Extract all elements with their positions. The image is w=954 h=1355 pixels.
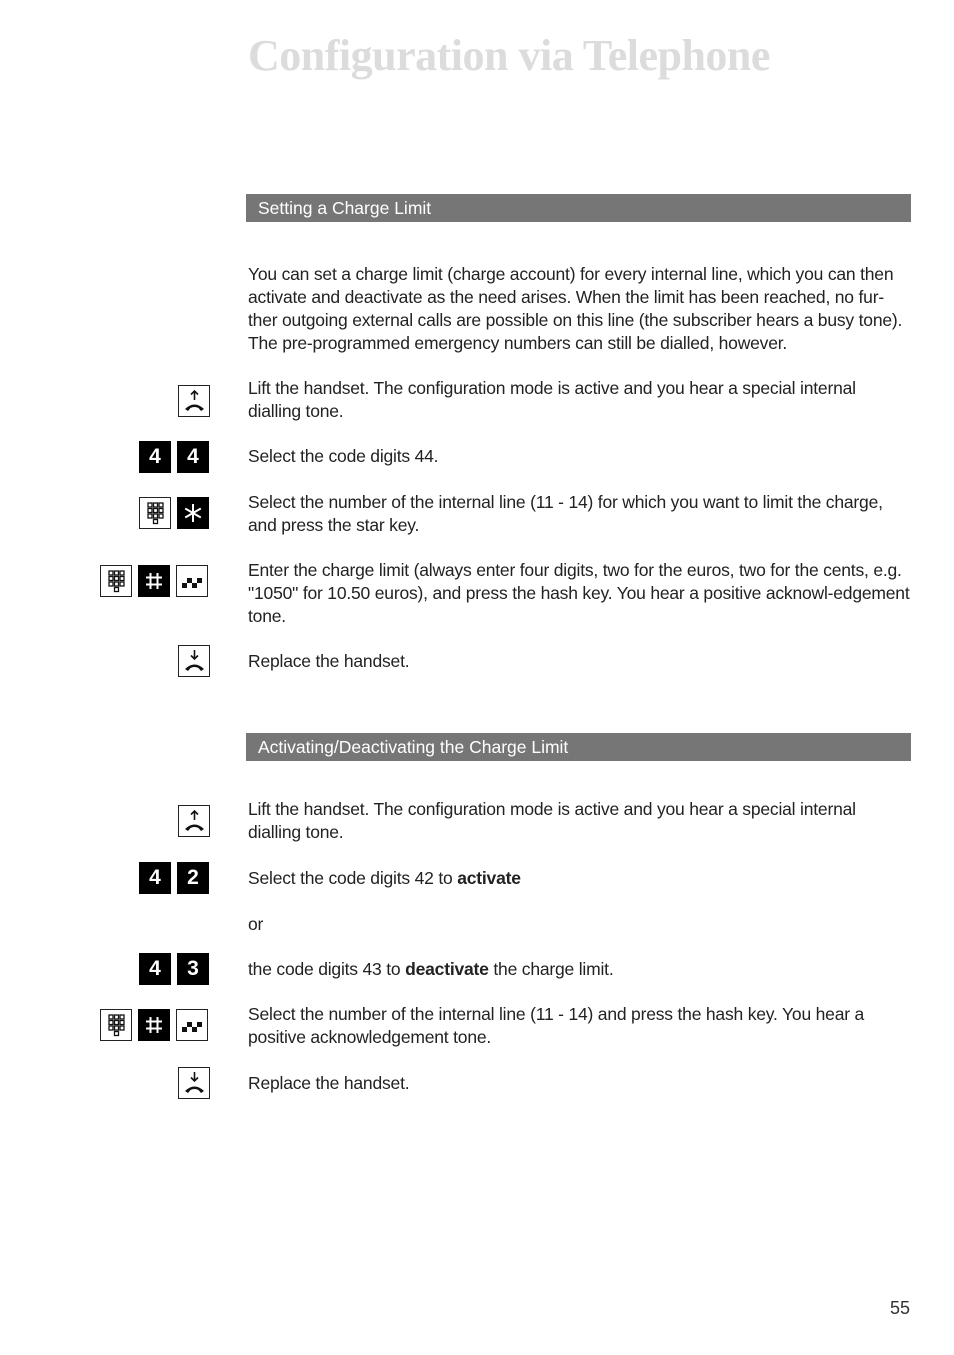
step-text: Replace the handset. — [248, 1073, 410, 1093]
key-4-icon: 4 — [177, 441, 209, 473]
handset-replace-icon — [178, 1067, 210, 1099]
step-text: Select the number of the internal line (11 - 14) for which you want to limit the charge, and press the star key. — [248, 492, 883, 535]
key-4-icon: 4 — [139, 953, 171, 985]
intro-paragraph: You can set a charge limit (charge account) for every internal line, which you can then activate and deactivate as the need arises. When the limit has been reached, no fur-ther outgoing external calls are possible on this line (the subscriber hears a busy tone). The pre-programmed emergency numbers can still be dialled, however. — [248, 264, 903, 353]
step-text: Lift the handset. The configuration mode is active and you hear a special internal dialling tone. — [248, 378, 856, 421]
star-key-icon — [177, 497, 209, 529]
page-title: Configuration via Telephone — [248, 31, 770, 80]
step-text-emphasis: deactivate — [405, 959, 489, 979]
step-icons — [178, 385, 210, 417]
section-heading-setting-charge-limit: Setting a Charge Limit — [246, 194, 911, 222]
step-icons — [178, 1067, 210, 1099]
handset-lift-icon — [178, 385, 210, 417]
section-heading-activating-charge-limit: Activating/Deactivating the Charge Limit — [246, 733, 911, 761]
key-4-icon: 4 — [139, 862, 171, 894]
step-icons — [139, 497, 209, 529]
step-text: Lift the handset. The configuration mode is active and you hear a special internal dialling tone. — [248, 799, 856, 842]
step-text-before: the code digits 43 to — [248, 959, 406, 979]
ack-tone-icon — [176, 565, 208, 597]
step-text — [248, 867, 913, 890]
ack-tone-icon — [176, 1009, 208, 1041]
step-text-before: Select the code digits 42 to — [248, 868, 458, 888]
hash-key-icon — [138, 565, 170, 597]
step-text: Replace the handset. — [248, 651, 410, 671]
step-icons — [139, 441, 209, 473]
step-text: Select the number of the internal line (11 - 14) and press the hash key. You hear a positive acknowledgement tone. — [248, 1004, 865, 1047]
handset-replace-icon — [178, 645, 210, 677]
step-text — [248, 958, 913, 981]
step-text-after: the charge limit. — [488, 959, 614, 979]
keypad-icon — [100, 565, 132, 597]
or-text: or — [248, 914, 264, 934]
step-text-emphasis: activate — [457, 868, 521, 888]
step-icons — [100, 565, 208, 597]
keypad-icon — [100, 1009, 132, 1041]
handset-lift-icon — [178, 805, 210, 837]
key-2-icon: 2 — [177, 862, 209, 894]
key-3-icon: 3 — [177, 953, 209, 985]
step-icons — [178, 645, 210, 677]
step-text: Select the code digits 44. — [248, 446, 439, 466]
step-icons — [139, 862, 209, 894]
key-4-icon: 4 — [139, 441, 171, 473]
step-icons — [100, 1009, 208, 1041]
page-number: 55 — [890, 1298, 911, 1318]
hash-key-icon — [138, 1009, 170, 1041]
step-icons — [139, 953, 209, 985]
keypad-icon — [139, 497, 171, 529]
step-icons — [178, 805, 210, 837]
step-text: Enter the charge limit (always enter four digits, two for the euros, two for the cents, e.g. "1050" for 10.50 euros), and press the hash key. You hear a positive acknowl-edgement tone. — [248, 560, 910, 626]
